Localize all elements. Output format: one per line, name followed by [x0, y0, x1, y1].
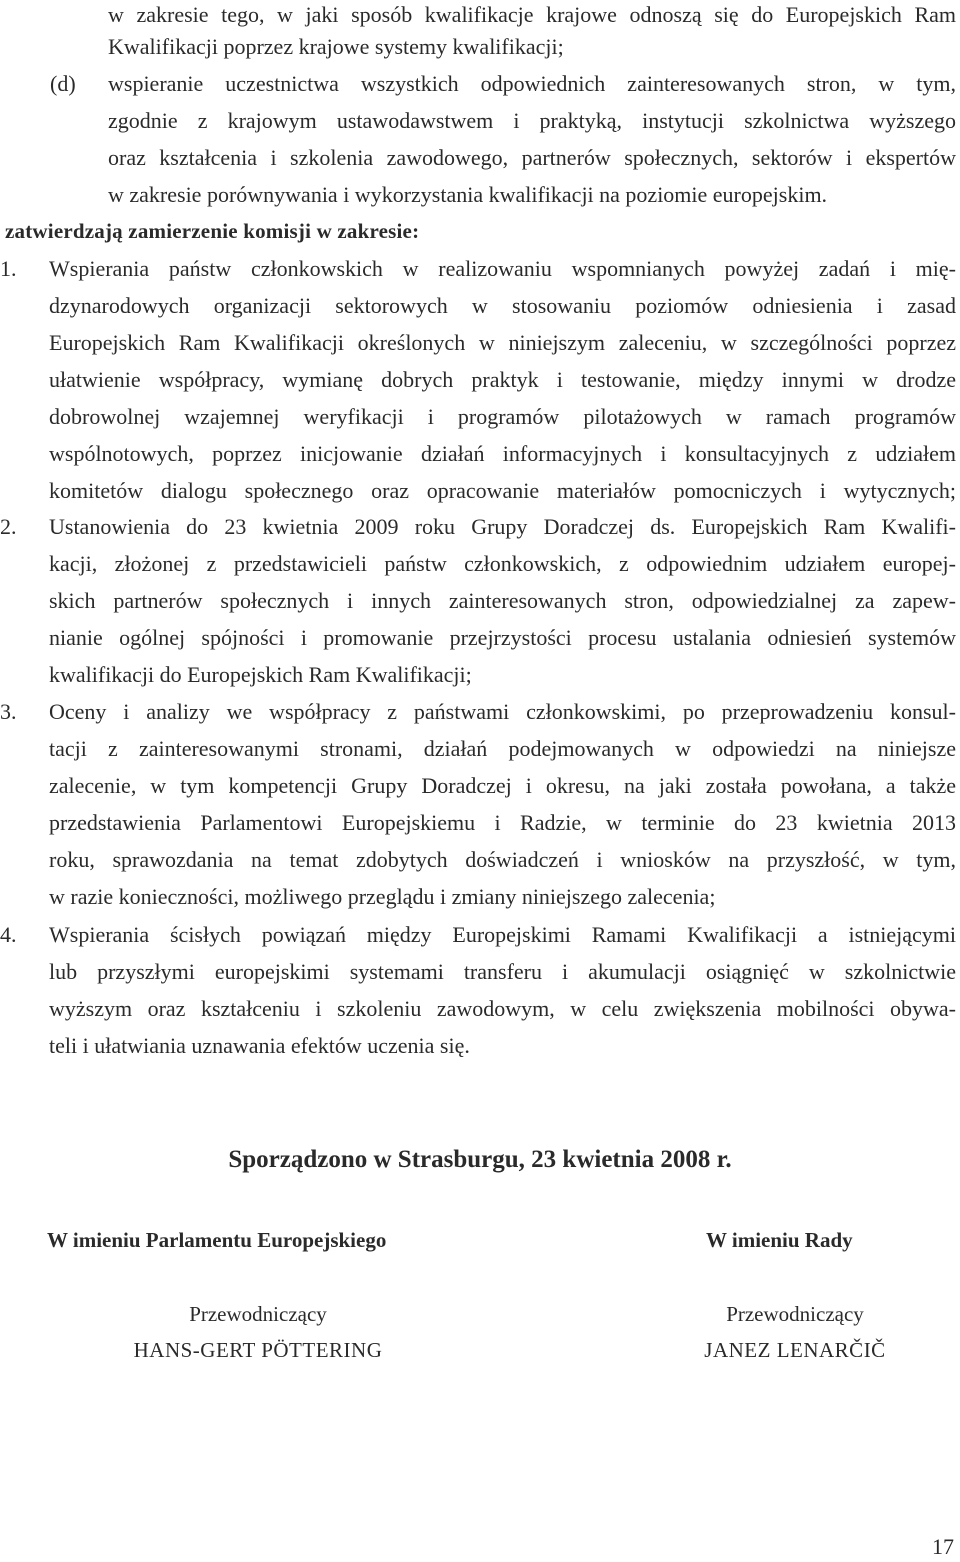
- item-3-line: w razie konieczności, możliwego przeglądu i zmiany niniejszego zalecenia;: [49, 884, 716, 909]
- item-d-marker: (d): [50, 71, 76, 96]
- item-4-line: lub przyszłymi europejskimi systemami transferu i akumulacji osiągnięć w szkolnictwie: [49, 959, 956, 984]
- item-4-line: wyższym oraz kształceniu i szkoleniu zawodowym, w celu zwiększenia mobilności obywa-: [49, 996, 956, 1021]
- item-4-line: teli i ułatwiania uznawania efektów uczenia się.: [49, 1033, 470, 1058]
- section-heading: zatwierdzają zamierzenie komisji w zakresie:: [5, 219, 420, 243]
- item-1-line: komitetów dialogu społecznego oraz opracowanie materiałów pomocniczych i wytycznych;: [49, 478, 956, 503]
- page-number: 17: [932, 1534, 954, 1559]
- item-d-line: w zakresie porównywania i wykorzystania kwalifikacji na poziomie europejskim.: [108, 182, 828, 207]
- item-number: 4.: [0, 922, 17, 947]
- item-d-line: oraz kształcenia i szkolenia zawodowego, partnerów społecznych, sektorów i ekspertów: [108, 145, 956, 170]
- signature-name-parliament: HANS-GERT PÖTTERING: [133, 1338, 383, 1362]
- intro-line: Kwalifikacji poprzez krajowe systemy kwalifikacji;: [108, 34, 564, 59]
- item-2-line: kacji, złożonej z przedstawicieli państw członkowskich, z odpowiednim udziałem europej-: [49, 551, 956, 576]
- signature-heading-parliament: W imieniu Parlamentu Europejskiego: [47, 1228, 387, 1252]
- closing-place-date: Sporządzono w Strasburgu, 23 kwietnia 2008 r.: [228, 1146, 732, 1173]
- signature-heading-council: W imieniu Rady: [706, 1228, 853, 1252]
- item-number: 1.: [0, 256, 17, 281]
- item-3-line: roku, sprawozdania na temat zdobytych doświadczeń i wniosków na przyszłość, w tym,: [49, 847, 956, 872]
- item-1-line: wspólnotowych, poprzez inicjowanie działań informacyjnych i konsultacyjnych z udziałem: [49, 441, 956, 466]
- item-2-line: skich partnerów społecznych i innych zainteresowanych stron, odpowiedzialnej za zapew-: [49, 588, 956, 613]
- signature-role-council: Przewodniczący: [726, 1302, 864, 1326]
- signature-role-parliament: Przewodniczący: [189, 1302, 327, 1326]
- item-3-line: Oceny i analizy we współpracy z państwami członkowskimi, po przeprowadzeniu konsul-: [49, 699, 956, 724]
- item-1-line: ułatwienie współpracy, wymianę dobrych praktyk i testowanie, między innymi w drodze: [49, 367, 956, 392]
- item-2-line: nianie ogólnej spójności i promowanie przejrzystości procesu ustalania odniesień systemów: [49, 625, 956, 650]
- item-d-line: wspieranie uczestnictwa wszystkich odpowiednich zainteresowanych stron, w tym,: [108, 71, 956, 96]
- signature-name-council: JANEZ LENARČIČ: [704, 1338, 886, 1362]
- item-d-line: zgodnie z krajowym ustawodawstwem i praktyką, instytucji szkolnictwa wyższego: [108, 108, 956, 133]
- item-2-line: Ustanowienia do 23 kwietnia 2009 roku Grupy Doradczej ds. Europejskich Ram Kwalifi-: [49, 514, 956, 539]
- item-number: 3.: [0, 699, 17, 724]
- intro-line: w zakresie tego, w jaki sposób kwalifikacje krajowe odnoszą się do Europejskich Ram: [108, 2, 956, 27]
- item-2-line: kwalifikacji do Europejskich Ram Kwalifikacji;: [49, 662, 472, 687]
- item-1-line: Wspierania państw członkowskich w realizowaniu wspomnianych powyżej zadań i mię-: [49, 256, 956, 281]
- item-3-line: zalecenie, w tym kompetencji Grupy Doradczej i okresu, na jaki została powołana, a także: [49, 773, 956, 798]
- item-3-line: tacji z zainteresowanymi stronami, działań podejmowanych w odpowiedzi na niniejsze: [49, 736, 956, 761]
- item-1-line: dobrowolnej wzajemnej weryfikacji i programów pilotażowych w ramach programów: [49, 404, 956, 429]
- item-number: 2.: [0, 514, 17, 539]
- item-3-line: przedstawienia Parlamentowi Europejskiemu i Radzie, w terminie do 23 kwietnia 2013: [49, 810, 956, 835]
- item-1-line: dzynarodowych organizacji sektorowych w stosowaniu poziomów odniesienia i zasad: [49, 293, 956, 318]
- item-1-line: Europejskich Ram Kwalifikacji określonych w niniejszym zaleceniu, w szczególności poprzez: [49, 330, 956, 355]
- item-4-line: Wspierania ścisłych powiązań między Europejskimi Ramami Kwalifikacji a istniejącymi: [49, 922, 956, 947]
